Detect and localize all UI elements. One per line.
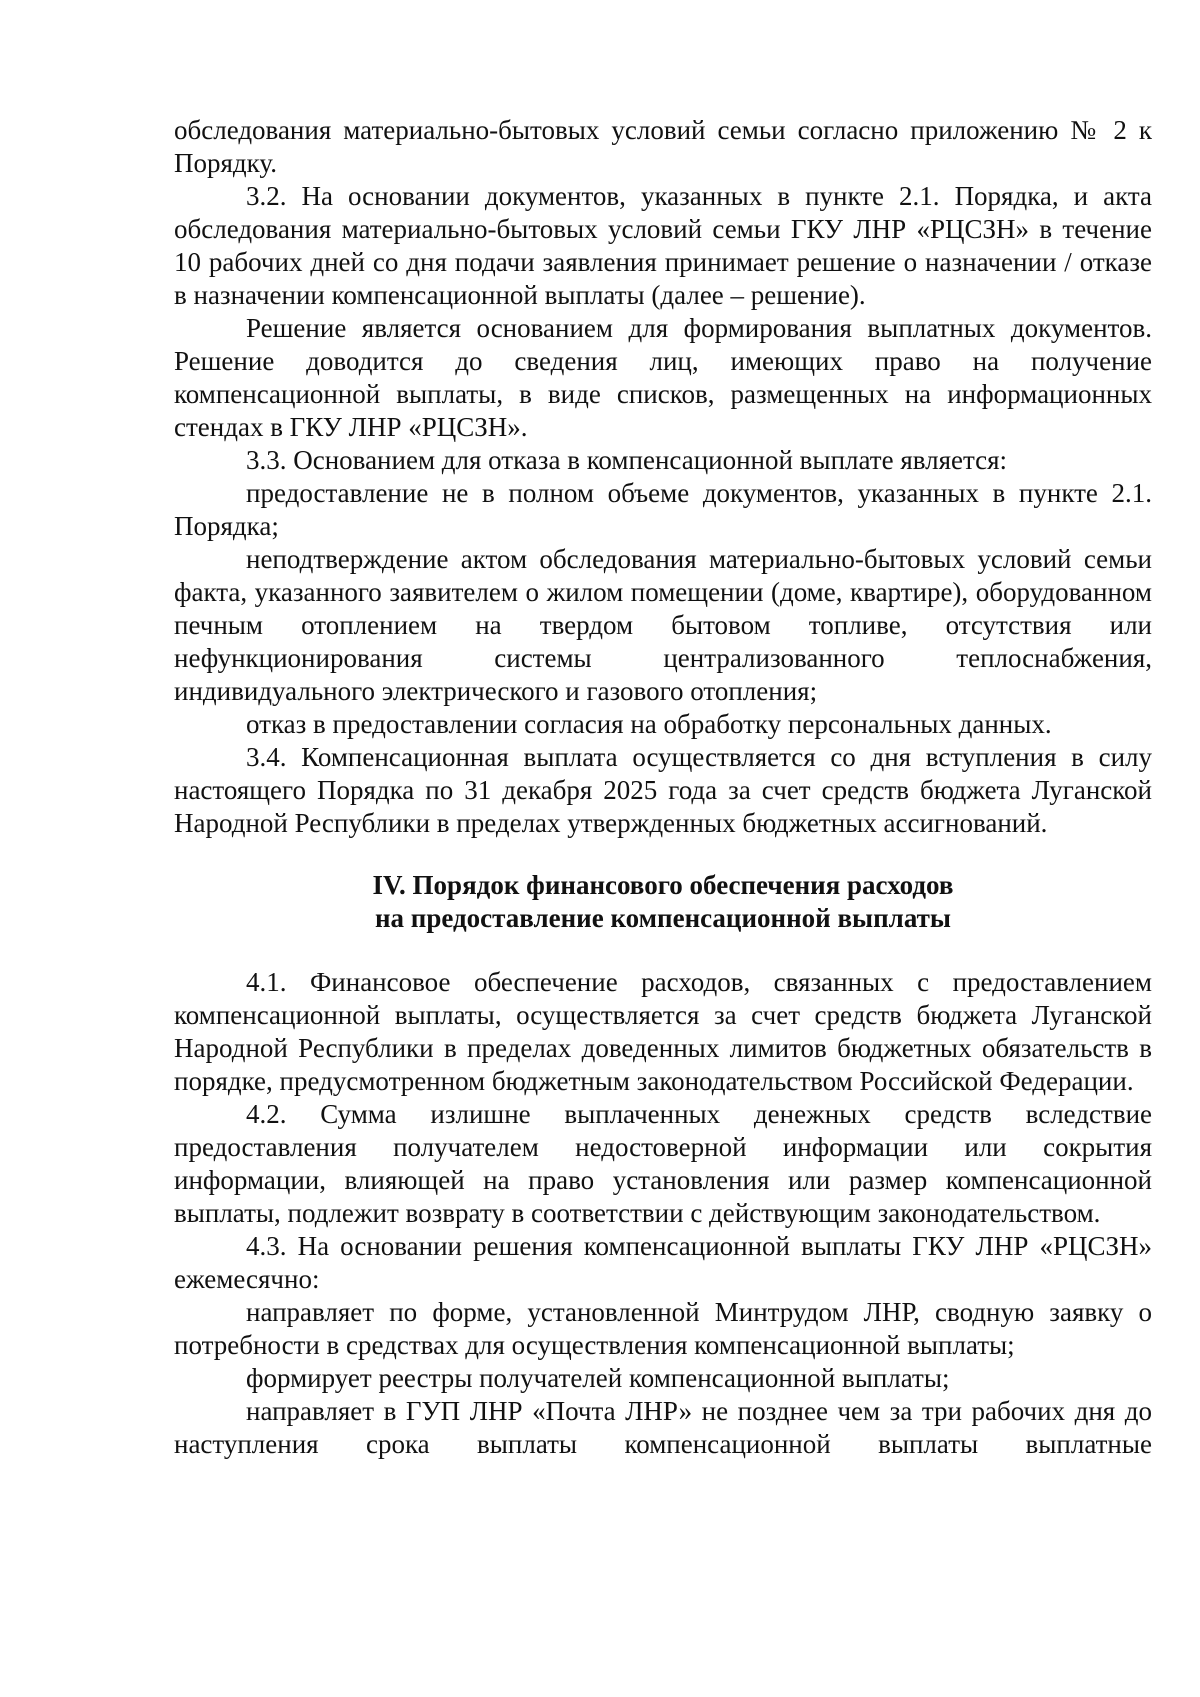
paragraph-refusal-reason-3: отказ в предоставлении согласия на обработку персональных данных. — [246, 709, 1052, 739]
paragraph-refusal-reason-2: неподтверждение актом обследования материально-бытовых условий семьи факта, указанного заявителем о жилом помещении (доме, квартире), оборудованном печным отоплением на твердом бытовом топливе, отсутствия или нефункционирования системы централизованного теплоснабжения, индивидуального электрического и газового отопления; — [174, 544, 1152, 706]
document-body — [174, 114, 1152, 1461]
paragraph-4-1: 4.1. Финансовое обеспечение расходов, связанных с предоставлением компенсационной выплаты, осуществляется за счет средств бюджета Луганской Народной Республики в пределах доведенных лимитов бюджетных обязательств в порядке, предусмотренном бюджетным законодательством Российской Федерации. — [174, 967, 1152, 1096]
section-heading-line-2: на предоставление компенсационной выплаты — [375, 903, 951, 933]
paragraph-4-3-item-3: направляет в ГУП ЛНР «Почта ЛНР» не позднее чем за три рабочих дня до наступления срока выплаты компенсационной выплаты выплатные — [174, 1396, 1152, 1459]
paragraph-3-4: 3.4. Компенсационная выплата осуществляется со дня вступления в силу настоящего Порядка по 31 декабря 2025 года за счет средств бюджета Луганской Народной Республики в пределах утвержденных бюджетных ассигнований. — [174, 742, 1152, 838]
paragraph-3-3: 3.3. Основанием для отказа в компенсационной выплате является: — [246, 445, 1008, 475]
paragraph-continuation: обследования материально-бытовых условий семьи согласно приложению № 2 к Порядку. — [174, 115, 1152, 178]
paragraph-4-3-item-1: направляет по форме, установленной Минтрудом ЛНР, сводную заявку о потребности в средствах для осуществления компенсационной выплаты; — [174, 1297, 1152, 1360]
paragraph-4-3-item-2: формирует реестры получателей компенсационной выплаты; — [246, 1363, 950, 1393]
section-heading-line-1: IV. Порядок финансового обеспечения расходов — [372, 870, 954, 900]
paragraph-4-3: 4.3. На основании решения компенсационной выплаты ГКУ ЛНР «РЦСЗН» ежемесячно: — [174, 1231, 1152, 1294]
paragraph-refusal-reason-1: предоставление не в полном объеме документов, указанных в пункте 2.1. Порядка; — [174, 478, 1152, 541]
paragraph-3-2: 3.2. На основании документов, указанных в пункте 2.1. Порядка, и акта обследования материально-бытовых условий семьи ГКУ ЛНР «РЦСЗН» в течение 10 рабочих дней со дня подачи заявления принимает решение о назначении / отказе в назначении компенсационной выплаты (далее – решение). — [174, 181, 1152, 310]
section-heading — [174, 869, 1152, 935]
paragraph-decision: Решение является основанием для формирования выплатных документов. Решение доводится до сведения лиц, имеющих право на получение компенсационной выплаты, в виде списков, размещенных на информационных стендах в ГКУ ЛНР «РЦСЗН». — [174, 313, 1152, 442]
paragraph-4-2: 4.2. Сумма излишне выплаченных денежных средств вследствие предоставления получателем недостоверной информации или сокрытия информации, влияющей на право установления или размер компенсационной выплаты, подлежит возврату в соответствии с действующим законодательством. — [174, 1099, 1152, 1228]
